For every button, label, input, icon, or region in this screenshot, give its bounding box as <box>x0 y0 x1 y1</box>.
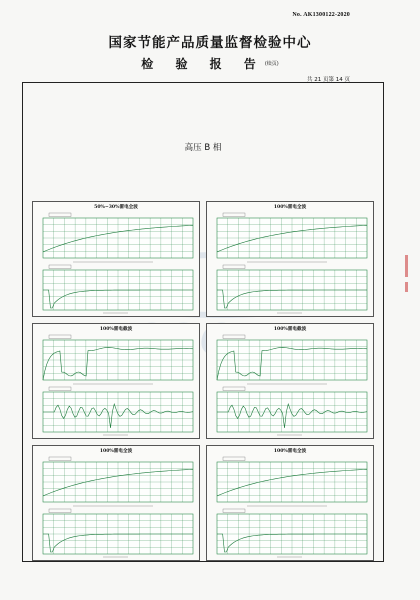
report-title-row <box>0 53 420 72</box>
waveform-panel <box>32 445 200 561</box>
voltage-trace-plot <box>43 213 193 258</box>
oscillogram <box>33 456 199 560</box>
waveform-panel-title: 100%雷电全波 <box>99 449 133 454</box>
current-trace-plot <box>217 265 367 310</box>
current-trace-plot <box>43 509 193 554</box>
waveform-panel <box>206 445 374 561</box>
phase-title: 高压 B 相 <box>184 143 222 153</box>
organization-title: 国家节能产品质量监督检验中心 <box>108 35 312 51</box>
waveform-panel <box>206 201 374 317</box>
edge-stamp-small <box>405 282 408 292</box>
edge-stamp <box>405 255 408 277</box>
waveform-grid <box>32 201 374 561</box>
waveform-panel-title: 100%雷电全波 <box>273 205 307 210</box>
voltage-trace-plot <box>43 457 193 502</box>
voltage-trace-plot <box>217 213 367 258</box>
oscillogram <box>33 212 199 316</box>
content-frame <box>22 82 384 562</box>
waveform-panel-title: 100%雷电截波 <box>273 327 307 332</box>
current-trace-plot <box>217 387 367 432</box>
oscillogram <box>207 334 373 438</box>
report-number: No. AK1300122-2020 <box>292 12 350 18</box>
current-trace-plot <box>217 509 367 554</box>
oscillogram <box>207 456 373 560</box>
report-title: 检 验 报 告 <box>141 57 265 71</box>
continued-label: (续页) <box>264 61 279 67</box>
voltage-trace-plot <box>43 335 193 380</box>
voltage-trace-plot <box>217 457 367 502</box>
waveform-panel <box>206 323 374 439</box>
current-trace-plot <box>43 265 193 310</box>
page-number: 共 21 页第 14 页 <box>307 77 350 83</box>
waveform-panel <box>32 201 200 317</box>
waveform-panel-title: 100%雷电全波 <box>273 449 307 454</box>
waveform-panel-title: 100%雷电截波 <box>99 327 133 332</box>
waveform-panel-title: 50%~30%雷电全波 <box>94 205 138 210</box>
voltage-trace-plot <box>217 335 367 380</box>
oscillogram <box>33 334 199 438</box>
current-trace-plot <box>43 387 193 432</box>
oscillogram <box>207 212 373 316</box>
waveform-panel <box>32 323 200 439</box>
